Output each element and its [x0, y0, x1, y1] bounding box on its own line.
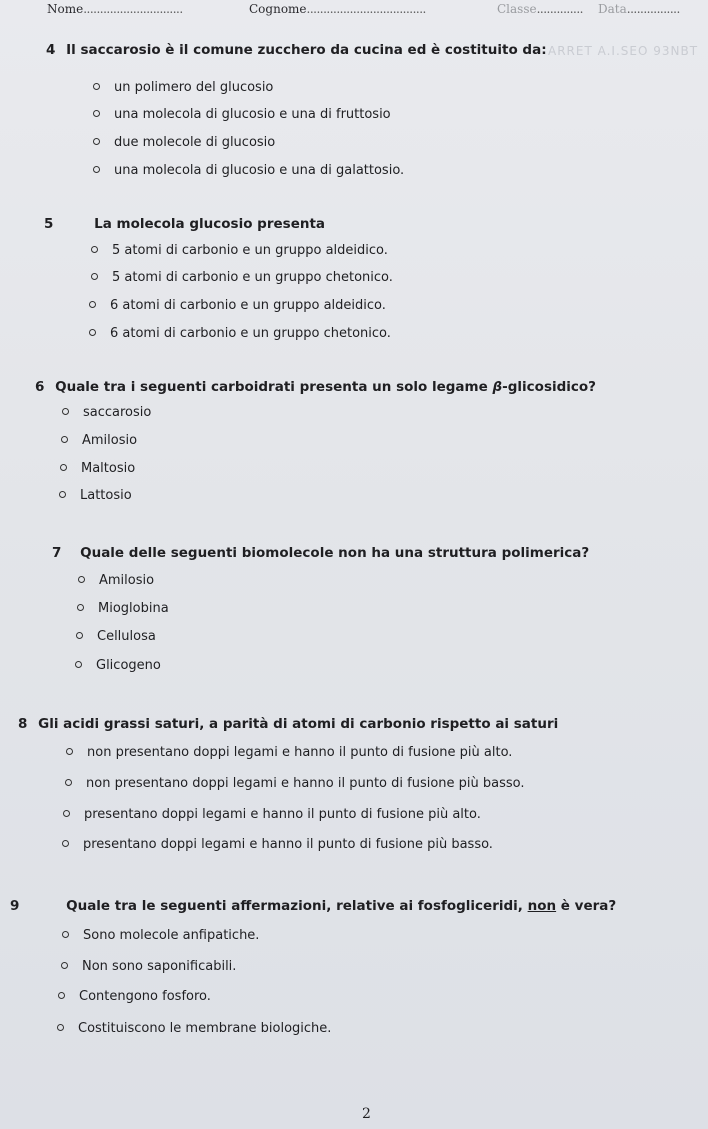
radio-circle-icon[interactable] [89, 301, 96, 308]
question-8-title: 8 Gli acidi grassi saturi, a parità di atomi di carbonio rispetto ai saturi [18, 716, 559, 732]
question-8-option-c[interactable]: presentano doppi legami e hanno il punto di fusione più alto. [63, 807, 481, 822]
radio-circle-icon[interactable] [91, 246, 98, 253]
bleed-through-text: ARRET A.I.SEO 93NBT [548, 44, 699, 58]
radio-circle-icon[interactable] [93, 166, 100, 173]
radio-circle-icon[interactable] [62, 840, 69, 847]
radio-circle-icon[interactable] [77, 604, 84, 611]
question-5 [44, 216, 325, 232]
radio-circle-icon[interactable] [59, 491, 66, 498]
question-9-title: 9 Quale tra le seguenti affermazioni, relative ai fosfogliceridi, non è vera? [10, 898, 617, 914]
radio-circle-icon[interactable] [93, 138, 100, 145]
radio-circle-icon[interactable] [93, 110, 100, 117]
question-6-option-d[interactable]: Lattosio [59, 488, 132, 503]
question-6-title: 6 Quale tra i seguenti carboidrati presenta un solo legame β-glicosidico? [35, 379, 597, 395]
question-6-option-c[interactable]: Maltosio [60, 461, 135, 476]
page-number: 2 [362, 1106, 371, 1122]
radio-circle-icon[interactable] [93, 83, 100, 90]
question-4-option-b[interactable]: una molecola di glucosio e una di fruttosio [93, 107, 391, 122]
question-9-option-a[interactable]: Sono molecole anfipatiche. [62, 928, 259, 943]
question-7 [52, 545, 589, 561]
question-9-option-d[interactable]: Costituiscono le membrane biologiche. [57, 1021, 331, 1036]
question-9-option-b[interactable]: Non sono saponificabili. [61, 959, 236, 974]
question-9 [10, 898, 616, 914]
radio-circle-icon[interactable] [63, 810, 70, 817]
question-4 [46, 42, 547, 58]
cognome-field: Cognome.................................... [249, 2, 426, 16]
question-7-title: 7 Quale delle seguenti biomolecole non ha una struttura polimerica? [52, 545, 590, 561]
question-6-option-a[interactable]: saccarosio [62, 405, 151, 420]
radio-circle-icon[interactable] [60, 464, 67, 471]
question-7-number: 7 [52, 545, 62, 561]
question-4-option-c[interactable]: due molecole di glucosio [93, 135, 275, 150]
radio-circle-icon[interactable] [61, 436, 68, 443]
question-5-option-c[interactable]: 6 atomi di carbonio e un gruppo aldeidico. [89, 298, 386, 313]
question-4-option-d[interactable]: una molecola di glucosio e una di galattosio. [93, 163, 404, 178]
nome-field: Nome.............................. [47, 2, 183, 16]
question-7-option-a[interactable]: Amilosio [78, 573, 154, 588]
question-5-option-d[interactable]: 6 atomi di carbonio e un gruppo chetonico. [89, 326, 391, 341]
question-8-number: 8 [18, 716, 28, 732]
question-8-option-a[interactable]: non presentano doppi legami e hanno il punto di fusione più alto. [66, 745, 512, 760]
question-7-option-c[interactable]: Cellulosa [76, 629, 156, 644]
question-6-option-b[interactable]: Amilosio [61, 433, 137, 448]
question-6 [35, 379, 596, 395]
question-9-number: 9 [10, 898, 20, 914]
radio-circle-icon[interactable] [91, 273, 98, 280]
classe-field: Classe.............. [497, 2, 583, 16]
question-5-number: 5 [44, 216, 54, 232]
question-8-option-b[interactable]: non presentano doppi legami e hanno il punto di fusione più basso. [65, 776, 525, 791]
question-8 [18, 716, 558, 732]
question-9-option-c[interactable]: Contengono fosforo. [58, 989, 211, 1004]
question-5-option-a[interactable]: 5 atomi di carbonio e un gruppo aldeidico. [91, 243, 388, 258]
radio-circle-icon[interactable] [62, 408, 69, 415]
radio-circle-icon[interactable] [89, 329, 96, 336]
question-5-title: 5 La molecola glucosio presenta [44, 216, 326, 232]
radio-circle-icon[interactable] [78, 576, 85, 583]
radio-circle-icon[interactable] [57, 1024, 64, 1031]
question-7-option-d[interactable]: Glicogeno [75, 658, 161, 673]
header-fields [0, 0, 708, 22]
question-4-number: 4 [46, 42, 56, 58]
question-4-option-a[interactable]: un polimero del glucosio [93, 80, 273, 95]
data-field: Data................ [598, 2, 680, 16]
question-8-option-d[interactable]: presentano doppi legami e hanno il punto di fusione più basso. [62, 837, 493, 852]
question-6-number: 6 [35, 379, 45, 395]
radio-circle-icon[interactable] [62, 931, 69, 938]
radio-circle-icon[interactable] [75, 661, 82, 668]
question-4-title: 4 Il saccarosio è il comune zucchero da cucina ed è costituito da: [46, 42, 547, 58]
question-7-option-b[interactable]: Mioglobina [77, 601, 169, 616]
radio-circle-icon[interactable] [65, 779, 72, 786]
radio-circle-icon[interactable] [61, 962, 68, 969]
radio-circle-icon[interactable] [66, 748, 73, 755]
question-5-option-b[interactable]: 5 atomi di carbonio e un gruppo chetonico. [91, 270, 393, 285]
radio-circle-icon[interactable] [58, 992, 65, 999]
radio-circle-icon[interactable] [76, 632, 83, 639]
